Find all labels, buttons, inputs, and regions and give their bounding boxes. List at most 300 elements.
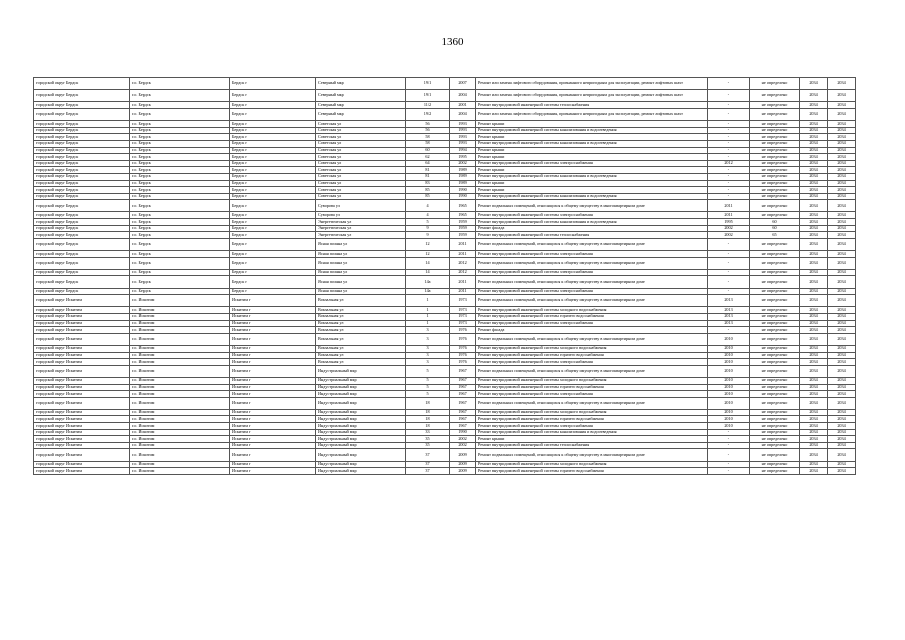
wear-cell: не определено bbox=[750, 352, 800, 359]
wear-cell: не определено bbox=[750, 167, 800, 174]
table-row bbox=[34, 377, 856, 384]
district-cell: городской округ Искитим bbox=[34, 409, 130, 416]
plan-end-cell: 2034 bbox=[828, 167, 856, 174]
house-cell: 12 bbox=[406, 251, 450, 258]
wear-cell: не определено bbox=[750, 313, 800, 320]
plan-start-cell: 2034 bbox=[800, 212, 828, 219]
plan-start-cell: 2034 bbox=[800, 269, 828, 276]
wear-cell: не определено bbox=[750, 436, 800, 443]
house-cell: 58 bbox=[406, 134, 450, 141]
year-built-cell: 2009 bbox=[450, 461, 476, 468]
house-cell: 11/2 bbox=[406, 102, 450, 109]
work-type-cell: Ремонт подвальных помещений, относящихся к общему имуществу в многоквартирном доме bbox=[476, 257, 708, 269]
plan-start-cell: 2034 bbox=[800, 416, 828, 423]
settlement-cell: Бердск г bbox=[230, 276, 316, 288]
last-repair-cell: - bbox=[708, 251, 750, 258]
plan-end-cell: 2034 bbox=[828, 200, 856, 212]
plan-end-cell: 2034 bbox=[828, 313, 856, 320]
street-cell: Северный мкр bbox=[316, 102, 406, 109]
plan-start-cell: 2034 bbox=[800, 225, 828, 232]
plan-start-cell: 2034 bbox=[800, 320, 828, 327]
wear-cell: не определено bbox=[750, 160, 800, 167]
work-type-cell: Ремонт внутридомовой инженерной системы канализования и водоотведения bbox=[476, 193, 708, 200]
settlement-cell: Искитим г bbox=[230, 365, 316, 377]
district-cell: городской округ Искитим bbox=[34, 320, 130, 327]
plan-end-cell: 2034 bbox=[828, 140, 856, 147]
house-cell: 5 bbox=[406, 384, 450, 391]
wear-cell: не определено bbox=[750, 397, 800, 409]
year-built-cell: 1973 bbox=[450, 307, 476, 314]
municipality-cell: г.о. Бердск bbox=[130, 167, 230, 174]
settlement-cell: Бердск г bbox=[230, 257, 316, 269]
wear-cell: не определено bbox=[750, 121, 800, 128]
settlement-cell: Искитим г bbox=[230, 333, 316, 345]
municipality-cell: г.о. Искитим bbox=[130, 391, 230, 398]
year-built-cell: 1994 bbox=[450, 147, 476, 154]
last-repair-cell: - bbox=[708, 140, 750, 147]
house-cell: 1 bbox=[406, 313, 450, 320]
table-row bbox=[34, 225, 856, 232]
wear-cell: не определено bbox=[750, 359, 800, 366]
year-built-cell: 2009 bbox=[450, 468, 476, 475]
work-type-cell: Ремонт или замена лифтового оборудования, признанного непригодным для эксплуатации, ремонт лифтовых шахт bbox=[476, 78, 708, 90]
district-cell: городской округ Искитим bbox=[34, 397, 130, 409]
district-cell: городской округ Бердск bbox=[34, 180, 130, 187]
house-cell: 81 bbox=[406, 173, 450, 180]
street-cell: Суворова ул bbox=[316, 200, 406, 212]
settlement-cell: Бердск г bbox=[230, 78, 316, 90]
year-built-cell: 2001 bbox=[450, 102, 476, 109]
plan-end-cell: 2034 bbox=[828, 288, 856, 295]
house-cell: 33 bbox=[406, 429, 450, 436]
year-built-cell: 1990 bbox=[450, 187, 476, 194]
table-row bbox=[34, 416, 856, 423]
municipality-cell: г.о. Бердск bbox=[130, 219, 230, 226]
house-cell: 3 bbox=[406, 359, 450, 366]
work-type-cell: Ремонт внутридомовой инженерной системы теплоснабжения bbox=[476, 102, 708, 109]
wear-cell: не определено bbox=[750, 307, 800, 314]
district-cell: городской округ Искитим bbox=[34, 384, 130, 391]
municipality-cell: г.о. Искитим bbox=[130, 352, 230, 359]
street-cell: Северный мкр bbox=[316, 78, 406, 90]
year-built-cell: 2004 bbox=[450, 90, 476, 102]
settlement-cell: Искитим г bbox=[230, 359, 316, 366]
plan-start-cell: 2034 bbox=[800, 377, 828, 384]
year-built-cell: 1959 bbox=[450, 219, 476, 226]
district-cell: городской округ Искитим bbox=[34, 313, 130, 320]
municipality-cell: г.о. Бердск bbox=[130, 288, 230, 295]
house-cell: 35 bbox=[406, 436, 450, 443]
district-cell: городской округ Искитим bbox=[34, 468, 130, 475]
last-repair-cell: 2010 bbox=[708, 391, 750, 398]
wear-cell: не определено bbox=[750, 134, 800, 141]
table-row bbox=[34, 238, 856, 250]
work-type-cell: Ремонт внутридомовой инженерной системы горячего водоснабжения bbox=[476, 352, 708, 359]
house-cell: 60 bbox=[406, 147, 450, 154]
last-repair-cell: - bbox=[708, 121, 750, 128]
municipality-cell: г.о. Искитим bbox=[130, 313, 230, 320]
house-cell: 1 bbox=[406, 295, 450, 307]
plan-start-cell: 2034 bbox=[800, 127, 828, 134]
year-built-cell: 1967 bbox=[450, 377, 476, 384]
plan-start-cell: 2034 bbox=[800, 219, 828, 226]
plan-start-cell: 2034 bbox=[800, 187, 828, 194]
table-row bbox=[34, 90, 856, 102]
street-cell: Суворова ул bbox=[316, 212, 406, 219]
plan-end-cell: 2034 bbox=[828, 160, 856, 167]
street-cell: Индустриальный мкр bbox=[316, 409, 406, 416]
district-cell: городской округ Бердск bbox=[34, 78, 130, 90]
plan-end-cell: 2034 bbox=[828, 134, 856, 141]
table-row bbox=[34, 320, 856, 327]
plan-end-cell: 2034 bbox=[828, 423, 856, 430]
plan-end-cell: 2034 bbox=[828, 219, 856, 226]
plan-end-cell: 2034 bbox=[828, 276, 856, 288]
table-row bbox=[34, 251, 856, 258]
wear-cell: не определено bbox=[750, 78, 800, 90]
street-cell: Энергетическая ул bbox=[316, 219, 406, 226]
plan-start-cell: 2034 bbox=[800, 238, 828, 250]
municipality-cell: г.о. Бердск bbox=[130, 160, 230, 167]
year-built-cell: 1976 bbox=[450, 345, 476, 352]
work-type-cell: Ремонт подвальных помещений, относящихся к общему имуществу в многоквартирном доме bbox=[476, 397, 708, 409]
municipality-cell: г.о. Искитим bbox=[130, 461, 230, 468]
year-built-cell: 1967 bbox=[450, 365, 476, 377]
plan-start-cell: 2034 bbox=[800, 200, 828, 212]
settlement-cell: Искитим г bbox=[230, 436, 316, 443]
wear-cell: не определено bbox=[750, 345, 800, 352]
plan-end-cell: 2034 bbox=[828, 409, 856, 416]
plan-start-cell: 2034 bbox=[800, 295, 828, 307]
wear-cell: не определено bbox=[750, 288, 800, 295]
table-row bbox=[34, 219, 856, 226]
year-built-cell: 1990 bbox=[450, 429, 476, 436]
district-cell: городской округ Искитим bbox=[34, 461, 130, 468]
table-row bbox=[34, 154, 856, 161]
last-repair-cell: 2010 bbox=[708, 365, 750, 377]
municipality-cell: г.о. Искитим bbox=[130, 377, 230, 384]
municipality-cell: г.о. Бердск bbox=[130, 251, 230, 258]
street-cell: Вокзальная ул bbox=[316, 320, 406, 327]
plan-start-cell: 2034 bbox=[800, 442, 828, 449]
last-repair-cell: 2011 bbox=[708, 200, 750, 212]
settlement-cell: Искитим г bbox=[230, 449, 316, 461]
district-cell: городской округ Бердск bbox=[34, 238, 130, 250]
street-cell: Индустриальный мкр bbox=[316, 416, 406, 423]
wear-cell: не определено bbox=[750, 173, 800, 180]
last-repair-cell: - bbox=[708, 127, 750, 134]
settlement-cell: Бердск г bbox=[230, 134, 316, 141]
house-cell: 35 bbox=[406, 442, 450, 449]
work-type-cell: Ремонт внутридомовой инженерной системы горячего водоснабжения bbox=[476, 416, 708, 423]
plan-start-cell: 2034 bbox=[800, 121, 828, 128]
plan-start-cell: 2034 bbox=[800, 134, 828, 141]
table-body bbox=[34, 78, 856, 475]
year-built-cell: 1967 bbox=[450, 384, 476, 391]
table-row bbox=[34, 288, 856, 295]
plan-start-cell: 2034 bbox=[800, 429, 828, 436]
settlement-cell: Искитим г bbox=[230, 416, 316, 423]
settlement-cell: Бердск г bbox=[230, 173, 316, 180]
street-cell: Вокзальная ул bbox=[316, 345, 406, 352]
table-row bbox=[34, 127, 856, 134]
district-cell: городской округ Бердск bbox=[34, 251, 130, 258]
last-repair-cell: - bbox=[708, 187, 750, 194]
year-built-cell: 2012 bbox=[450, 269, 476, 276]
work-type-cell: Ремонт внутридомовой инженерной системы электроснабжения bbox=[476, 288, 708, 295]
last-repair-cell: - bbox=[708, 429, 750, 436]
work-type-cell: Ремонт крыши bbox=[476, 147, 708, 154]
table-row bbox=[34, 167, 856, 174]
last-repair-cell: 2010 bbox=[708, 384, 750, 391]
last-repair-cell: 2013 bbox=[708, 307, 750, 314]
table-row bbox=[34, 212, 856, 219]
district-cell: городской округ Искитим bbox=[34, 442, 130, 449]
year-built-cell: 1967 bbox=[450, 409, 476, 416]
street-cell: Ясная поляна ул bbox=[316, 269, 406, 276]
work-type-cell: Ремонт подвальных помещений, относящихся к общему имуществу в многоквартирном доме bbox=[476, 333, 708, 345]
settlement-cell: Искитим г bbox=[230, 429, 316, 436]
year-built-cell: 1993 bbox=[450, 140, 476, 147]
work-type-cell: Ремонт внутридомовой инженерной системы канализования и водоотведения bbox=[476, 219, 708, 226]
municipality-cell: г.о. Искитим bbox=[130, 384, 230, 391]
wear-cell: 60 bbox=[750, 225, 800, 232]
municipality-cell: г.о. Искитим bbox=[130, 423, 230, 430]
street-cell: Вокзальная ул bbox=[316, 313, 406, 320]
municipality-cell: г.о. Бердск bbox=[130, 225, 230, 232]
plan-end-cell: 2034 bbox=[828, 225, 856, 232]
wear-cell: не определено bbox=[750, 238, 800, 250]
settlement-cell: Искитим г bbox=[230, 384, 316, 391]
municipality-cell: г.о. Искитим bbox=[130, 429, 230, 436]
wear-cell: не определено bbox=[750, 320, 800, 327]
house-cell: 5 bbox=[406, 219, 450, 226]
settlement-cell: Искитим г bbox=[230, 295, 316, 307]
year-built-cell: 1976 bbox=[450, 333, 476, 345]
settlement-cell: Бердск г bbox=[230, 200, 316, 212]
table-row bbox=[34, 397, 856, 409]
house-cell: 14 bbox=[406, 269, 450, 276]
year-built-cell: 1967 bbox=[450, 416, 476, 423]
year-built-cell: 1995 bbox=[450, 154, 476, 161]
plan-end-cell: 2034 bbox=[828, 180, 856, 187]
street-cell: Индустриальный мкр bbox=[316, 397, 406, 409]
municipality-cell: г.о. Бердск bbox=[130, 78, 230, 90]
street-cell: Вокзальная ул bbox=[316, 359, 406, 366]
plan-end-cell: 2034 bbox=[828, 352, 856, 359]
municipality-cell: г.о. Бердск bbox=[130, 121, 230, 128]
district-cell: городской округ Искитим bbox=[34, 391, 130, 398]
year-built-cell: 1976 bbox=[450, 352, 476, 359]
plan-start-cell: 2034 bbox=[800, 180, 828, 187]
last-repair-cell: 2010 bbox=[708, 397, 750, 409]
settlement-cell: Искитим г bbox=[230, 320, 316, 327]
plan-end-cell: 2034 bbox=[828, 449, 856, 461]
district-cell: городской округ Искитим bbox=[34, 365, 130, 377]
district-cell: городской округ Бердск bbox=[34, 108, 130, 120]
year-built-cell: 1965 bbox=[450, 212, 476, 219]
street-cell: Северный мкр bbox=[316, 90, 406, 102]
settlement-cell: Искитим г bbox=[230, 442, 316, 449]
plan-start-cell: 2034 bbox=[800, 154, 828, 161]
plan-start-cell: 2034 bbox=[800, 147, 828, 154]
work-type-cell: Ремонт внутридомовой инженерной системы теплоснабжения bbox=[476, 442, 708, 449]
settlement-cell: Бердск г bbox=[230, 251, 316, 258]
year-built-cell: 1959 bbox=[450, 225, 476, 232]
table-row bbox=[34, 108, 856, 120]
plan-start-cell: 2034 bbox=[800, 307, 828, 314]
wear-cell: не определено bbox=[750, 409, 800, 416]
plan-end-cell: 2034 bbox=[828, 193, 856, 200]
settlement-cell: Искитим г bbox=[230, 397, 316, 409]
settlement-cell: Бердск г bbox=[230, 238, 316, 250]
municipality-cell: г.о. Искитим bbox=[130, 365, 230, 377]
last-repair-cell: 2002 bbox=[708, 225, 750, 232]
district-cell: городской округ Бердск bbox=[34, 219, 130, 226]
municipality-cell: г.о. Бердск bbox=[130, 134, 230, 141]
plan-end-cell: 2034 bbox=[828, 187, 856, 194]
settlement-cell: Бердск г bbox=[230, 288, 316, 295]
wear-cell: не определено bbox=[750, 416, 800, 423]
page-number: 1360 bbox=[441, 36, 464, 48]
plan-end-cell: 2034 bbox=[828, 429, 856, 436]
work-type-cell: Ремонт внутридомовой инженерной системы электроснабжения bbox=[476, 423, 708, 430]
plan-end-cell: 2034 bbox=[828, 257, 856, 269]
table-row bbox=[34, 193, 856, 200]
municipality-cell: г.о. Бердск bbox=[130, 212, 230, 219]
street-cell: Ясная поляна ул bbox=[316, 276, 406, 288]
plan-start-cell: 2034 bbox=[800, 449, 828, 461]
table-row bbox=[34, 257, 856, 269]
plan-start-cell: 2034 bbox=[800, 160, 828, 167]
last-repair-cell: - bbox=[708, 180, 750, 187]
year-built-cell: 1989 bbox=[450, 167, 476, 174]
municipality-cell: г.о. Бердск bbox=[130, 187, 230, 194]
street-cell: Советская ул bbox=[316, 140, 406, 147]
work-type-cell: Ремонт внутридомовой инженерной системы электроснабжения bbox=[476, 391, 708, 398]
last-repair-cell: 2013 bbox=[708, 320, 750, 327]
plan-start-cell: 2034 bbox=[800, 232, 828, 239]
table-row bbox=[34, 333, 856, 345]
plan-start-cell: 2034 bbox=[800, 468, 828, 475]
last-repair-cell: 2002 bbox=[708, 232, 750, 239]
settlement-cell: Бердск г bbox=[230, 232, 316, 239]
district-cell: городской округ Бердск bbox=[34, 147, 130, 154]
last-repair-cell: - bbox=[708, 269, 750, 276]
last-repair-cell: - bbox=[708, 238, 750, 250]
last-repair-cell: - bbox=[708, 134, 750, 141]
work-type-cell: Ремонт крыши bbox=[476, 154, 708, 161]
street-cell: Индустриальный мкр bbox=[316, 391, 406, 398]
settlement-cell: Бердск г bbox=[230, 212, 316, 219]
table-row bbox=[34, 121, 856, 128]
last-repair-cell: 2010 bbox=[708, 416, 750, 423]
district-cell: городской округ Бердск bbox=[34, 187, 130, 194]
work-type-cell: Ремонт крыши bbox=[476, 134, 708, 141]
table-row bbox=[34, 352, 856, 359]
work-type-cell: Ремонт внутридомовой инженерной системы канализования и водоотведения bbox=[476, 127, 708, 134]
street-cell: Индустриальный мкр bbox=[316, 365, 406, 377]
table-row bbox=[34, 140, 856, 147]
plan-start-cell: 2034 bbox=[800, 391, 828, 398]
plan-end-cell: 2034 bbox=[828, 377, 856, 384]
house-cell: 64 bbox=[406, 160, 450, 167]
plan-start-cell: 2034 bbox=[800, 193, 828, 200]
settlement-cell: Искитим г bbox=[230, 327, 316, 334]
settlement-cell: Бердск г bbox=[230, 180, 316, 187]
wear-cell: не определено bbox=[750, 327, 800, 334]
street-cell: Советская ул bbox=[316, 121, 406, 128]
municipality-cell: г.о. Бердск bbox=[130, 140, 230, 147]
district-cell: городской округ Бердск bbox=[34, 173, 130, 180]
district-cell: городской округ Бердск bbox=[34, 288, 130, 295]
district-cell: городской округ Бердск bbox=[34, 276, 130, 288]
district-cell: городской округ Искитим bbox=[34, 436, 130, 443]
district-cell: городской округ Бердск bbox=[34, 200, 130, 212]
wear-cell: не определено bbox=[750, 200, 800, 212]
plan-start-cell: 2034 bbox=[800, 108, 828, 120]
wear-cell: не определено bbox=[750, 423, 800, 430]
street-cell: Вокзальная ул bbox=[316, 333, 406, 345]
municipality-cell: г.о. Искитим bbox=[130, 449, 230, 461]
municipality-cell: г.о. Искитим bbox=[130, 416, 230, 423]
work-type-cell: Ремонт внутридомовой инженерной системы канализования и водоотведения bbox=[476, 173, 708, 180]
street-cell: Советская ул bbox=[316, 154, 406, 161]
table-row bbox=[34, 391, 856, 398]
street-cell: Вокзальная ул bbox=[316, 327, 406, 334]
plan-end-cell: 2034 bbox=[828, 232, 856, 239]
settlement-cell: Бердск г bbox=[230, 102, 316, 109]
plan-end-cell: 2034 bbox=[828, 391, 856, 398]
last-repair-cell: 2010 bbox=[708, 345, 750, 352]
house-cell: 9 bbox=[406, 225, 450, 232]
table-row bbox=[34, 468, 856, 475]
house-cell: 14а bbox=[406, 288, 450, 295]
municipality-cell: г.о. Искитим bbox=[130, 333, 230, 345]
municipality-cell: г.о. Искитим bbox=[130, 442, 230, 449]
wear-cell: не определено bbox=[750, 377, 800, 384]
street-cell: Советская ул bbox=[316, 167, 406, 174]
municipality-cell: г.о. Искитим bbox=[130, 307, 230, 314]
municipality-cell: г.о. Бердск bbox=[130, 238, 230, 250]
plan-start-cell: 2034 bbox=[800, 173, 828, 180]
last-repair-cell: - bbox=[708, 167, 750, 174]
plan-end-cell: 2034 bbox=[828, 320, 856, 327]
street-cell: Вокзальная ул bbox=[316, 307, 406, 314]
table-row bbox=[34, 269, 856, 276]
last-repair-cell: - bbox=[708, 108, 750, 120]
plan-end-cell: 2034 bbox=[828, 384, 856, 391]
house-cell: 1 bbox=[406, 307, 450, 314]
house-cell: 19/1 bbox=[406, 78, 450, 90]
work-type-cell: Ремонт крыши bbox=[476, 121, 708, 128]
district-cell: городской округ Бердск bbox=[34, 154, 130, 161]
plan-start-cell: 2034 bbox=[800, 365, 828, 377]
year-built-cell: 1959 bbox=[450, 232, 476, 239]
plan-start-cell: 2034 bbox=[800, 384, 828, 391]
plan-start-cell: 2034 bbox=[800, 327, 828, 334]
table-row bbox=[34, 307, 856, 314]
settlement-cell: Бердск г bbox=[230, 187, 316, 194]
municipality-cell: г.о. Бердск bbox=[130, 232, 230, 239]
work-type-cell: Ремонт внутридомовой инженерной системы электроснабжения bbox=[476, 359, 708, 366]
last-repair-cell: 2010 bbox=[708, 409, 750, 416]
house-cell: 4 bbox=[406, 212, 450, 219]
street-cell: Советская ул bbox=[316, 134, 406, 141]
year-built-cell: 1993 bbox=[450, 127, 476, 134]
plan-end-cell: 2034 bbox=[828, 416, 856, 423]
plan-end-cell: 2034 bbox=[828, 345, 856, 352]
